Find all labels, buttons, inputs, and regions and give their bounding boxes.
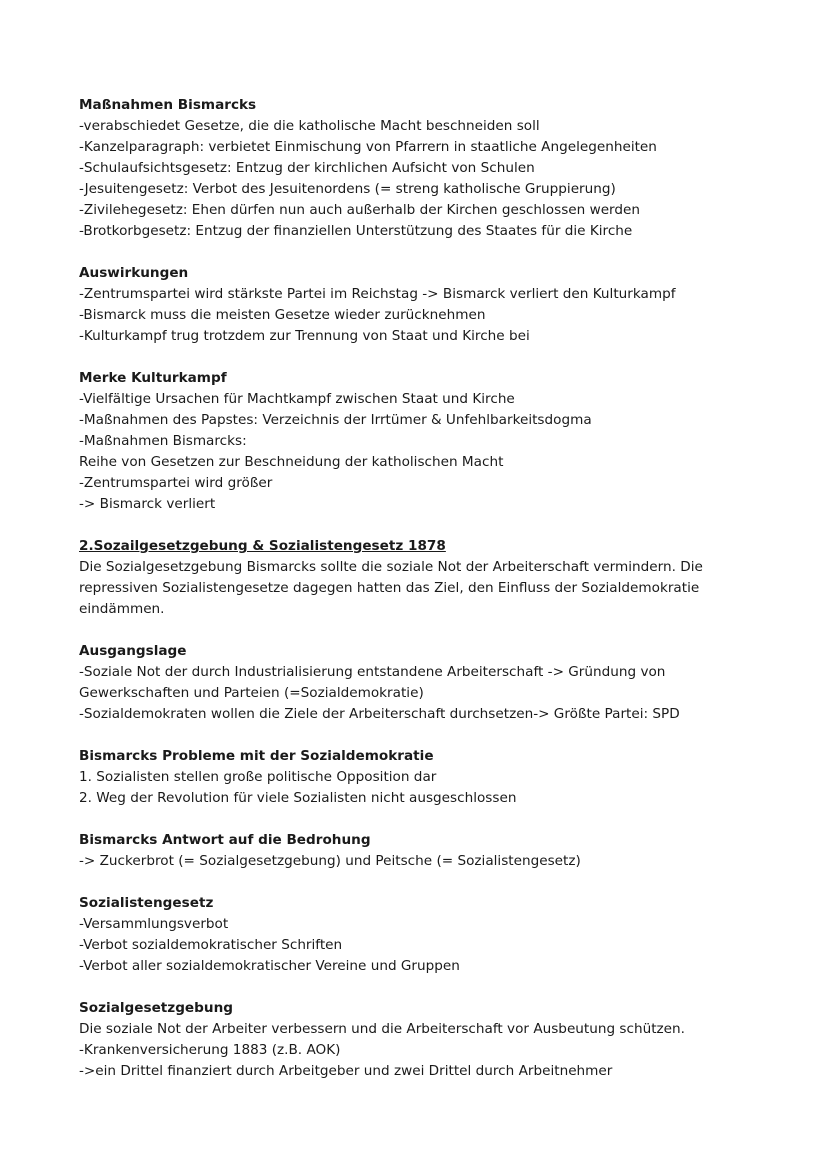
section	[79, 263, 779, 347]
text-line: -> Bismarck verliert	[79, 496, 216, 512]
section	[79, 998, 779, 1082]
section-heading: Bismarcks Antwort auf die Bedrohung	[79, 832, 371, 848]
section	[79, 368, 779, 515]
text-line: -Sozialdemokraten wollen die Ziele der Arbeiterschaft durchsetzen-> Größte Partei: SPD	[79, 706, 680, 722]
text-line: -Kulturkampf trug trotzdem zur Trennung von Staat und Kirche bei	[79, 328, 530, 344]
text-line: -Jesuitengesetz: Verbot des Jesuitenordens (= streng katholische Gruppierung)	[79, 181, 616, 197]
section-paragraph: Die Sozialgesetzgebung Bismarcks sollte die soziale Not der Arbeiterschaft vermindern. Die repressiven Sozialistengesetze dagegen hatten das Ziel, den Einfluss der Sozialdemokratie eindämmen.	[79, 559, 703, 617]
section	[79, 641, 779, 725]
text-line: -> Zuckerbrot (= Sozialgesetzgebung) und Peitsche (= Sozialistengesetz)	[79, 853, 581, 869]
section	[79, 893, 779, 977]
text-line: -Verbot sozialdemokratischer Schriften	[79, 937, 343, 953]
text-line: -Maßnahmen des Papstes: Verzeichnis der Irrtümer & Unfehlbarkeitsdogma	[79, 412, 592, 428]
text-line: -Bismarck muss die meisten Gesetze wieder zurücknehmen	[79, 307, 486, 323]
text-line: -Schulaufsichtsgesetz: Entzug der kirchlichen Aufsicht von Schulen	[79, 160, 535, 176]
text-line: Gewerkschaften und Parteien (=Sozialdemokratie)	[79, 685, 424, 701]
section-heading: Bismarcks Probleme mit der Sozialdemokratie	[79, 748, 434, 764]
text-line: -Versammlungsverbot	[79, 916, 229, 932]
text-line: ->ein Drittel finanziert durch Arbeitgeber und zwei Drittel durch Arbeitnehmer	[79, 1063, 613, 1079]
section-heading: Maßnahmen Bismarcks	[79, 97, 257, 113]
section	[79, 536, 779, 620]
text-line: 1. Sozialisten stellen große politische Opposition dar	[79, 769, 437, 785]
text-line: -Zivilehegesetz: Ehen dürfen nun auch außerhalb der Kirchen geschlossen werden	[79, 202, 641, 218]
section-heading: Sozialistengesetz	[79, 895, 214, 911]
text-line: -Verbot aller sozialdemokratischer Vereine und Gruppen	[79, 958, 460, 974]
section	[79, 746, 779, 809]
section-heading: 2.Sozailgesetzgebung & Sozialistengesetz 1878	[79, 538, 446, 554]
text-line: -Kanzelparagraph: verbietet Einmischung von Pfarrern in staatliche Angelegenheiten	[79, 139, 657, 155]
text-line: Reihe von Gesetzen zur Beschneidung der katholischen Macht	[79, 454, 504, 470]
text-line: -Zentrumspartei wird stärkste Partei im Reichstag -> Bismarck verliert den Kulturkampf	[79, 286, 676, 302]
text-line: -Zentrumspartei wird größer	[79, 475, 273, 491]
section-heading: Merke Kulturkampf	[79, 370, 227, 386]
section-heading: Ausgangslage	[79, 643, 187, 659]
text-line: -verabschiedet Gesetze, die die katholische Macht beschneiden soll	[79, 118, 540, 134]
document-page	[79, 95, 779, 1103]
text-line: -Krankenversicherung 1883 (z.B. AOK)	[79, 1042, 341, 1058]
text-line: -Maßnahmen Bismarcks:	[79, 433, 247, 449]
section-heading: Auswirkungen	[79, 265, 189, 281]
text-line: -Vielfältige Ursachen für Machtkampf zwischen Staat und Kirche	[79, 391, 515, 407]
text-line: 2. Weg der Revolution für viele Sozialisten nicht ausgeschlossen	[79, 790, 517, 806]
section	[79, 830, 779, 872]
text-line: Die soziale Not der Arbeiter verbessern und die Arbeiterschaft vor Ausbeutung schützen.	[79, 1021, 685, 1037]
text-line: -Soziale Not der durch Industrialisierung entstandene Arbeiterschaft -> Gründung von	[79, 664, 666, 680]
section	[79, 95, 779, 242]
section-heading: Sozialgesetzgebung	[79, 1000, 233, 1016]
text-line: -Brotkorbgesetz: Entzug der finanziellen Unterstützung des Staates für die Kirche	[79, 223, 633, 239]
